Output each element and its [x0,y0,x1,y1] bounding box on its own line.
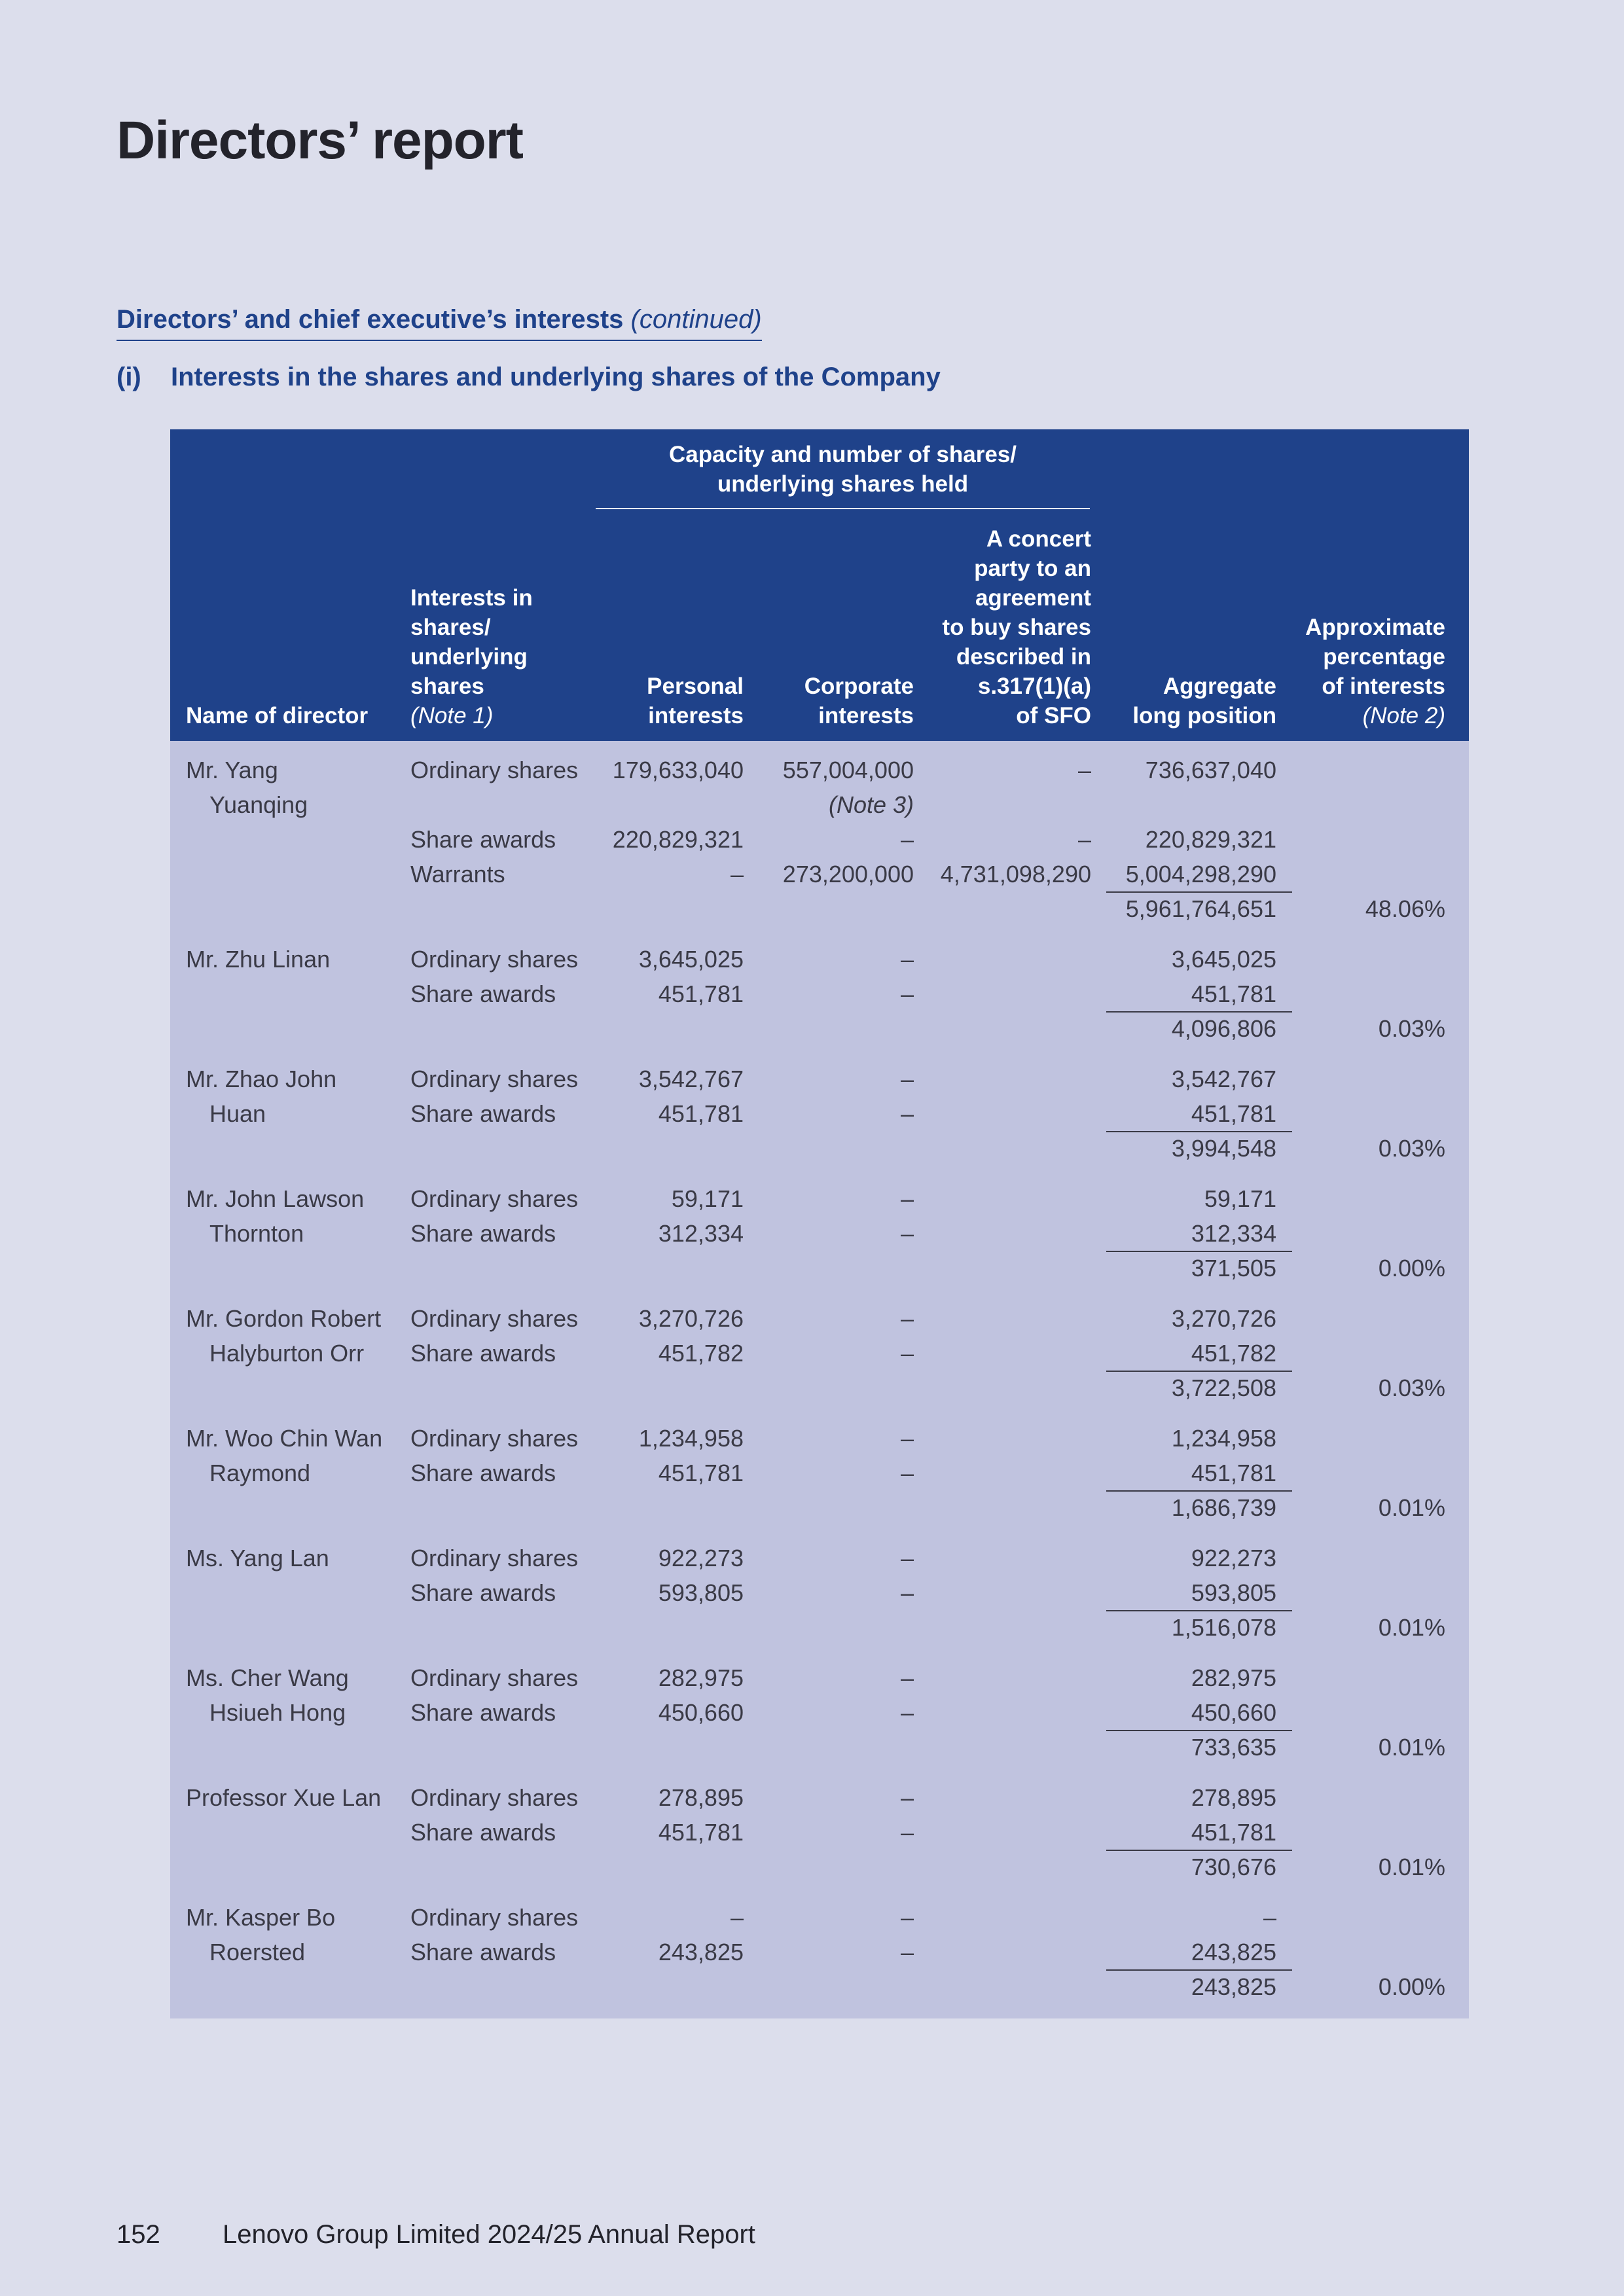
director-block [170,1780,1469,1884]
personal-interests-value: 59,171 [671,1185,744,1212]
aggregate-value: 922,273 [1191,1545,1276,1571]
personal-interests-value: 282,975 [658,1664,744,1691]
approximate-percentage: 0.03% [1378,1015,1445,1042]
header-corporate-interests [804,672,914,730]
personal-interests-value: 1,234,958 [638,1425,744,1452]
page-number: 152 [117,2220,160,2249]
personal-interests-value: 593,805 [658,1579,744,1606]
header-line: Corporate [804,673,914,699]
approximate-percentage: 0.00% [1378,1255,1445,1282]
header-line: A concert [986,526,1091,552]
director-block [170,942,1469,1046]
interest-type: Share awards [410,1579,556,1606]
corporate-interests-value: 273,200,000 [782,861,914,888]
director-name: Yuanqing [209,791,308,818]
total-row [170,891,1469,926]
interest-type: Ordinary shares [410,1904,579,1931]
aggregate-value: 5,004,298,290 [1125,861,1276,888]
header-concert-party [942,524,1091,730]
interest-type: Share awards [410,1699,556,1726]
personal-interests-value: 451,781 [658,1460,744,1486]
interest-type: Ordinary shares [410,757,579,783]
interest-type: Ordinary shares [410,1784,579,1811]
director-name: Roersted [209,1939,306,1965]
page-footer [117,2220,755,2250]
table-row [170,1096,1469,1131]
aggregate-value: 451,781 [1191,1819,1276,1846]
total-row [170,1730,1469,1765]
corporate-interests-value: – [900,1305,914,1332]
director-block [170,753,1469,926]
approximate-percentage: 0.03% [1378,1374,1445,1401]
corporate-interests-value: – [900,1545,914,1571]
interest-type: Ordinary shares [410,946,579,973]
personal-interests-value: 451,781 [658,1100,744,1127]
director-name: Thornton [209,1220,304,1247]
corporate-interests-value: – [900,1784,914,1811]
director-name: Mr. Zhu Linan [186,946,331,973]
corporate-interests-value: – [900,1579,914,1606]
approximate-percentage: 0.01% [1378,1614,1445,1641]
interest-type: Ordinary shares [410,1305,579,1332]
header-interests-in-shares [410,583,533,730]
aggregate-total: 730,676 [1191,1854,1276,1880]
interest-type: Share awards [410,826,556,853]
total-row [170,1850,1469,1884]
aggregate-total: 5,961,764,651 [1125,895,1276,922]
corporate-interests-value: – [900,946,914,973]
header-line: described in [956,644,1091,670]
aggregate-value: 736,637,040 [1145,757,1276,783]
header-approximate-percentage [1305,613,1445,730]
table-row [170,977,1469,1011]
table-row [170,942,1469,977]
personal-interests-value: 3,542,767 [638,1066,744,1092]
total-row [170,1371,1469,1405]
table-row [170,1935,1469,1969]
total-row [170,1251,1469,1285]
header-line: Personal [647,673,744,699]
director-interests-table [170,429,1469,2018]
aggregate-total: 3,722,508 [1171,1374,1276,1401]
corporate-interests-value: – [900,980,914,1007]
aggregate-value: – [1263,1904,1276,1931]
approximate-percentage: 0.01% [1378,1494,1445,1521]
director-block [170,1900,1469,2004]
aggregate-value: 451,782 [1191,1340,1276,1367]
aggregate-value: 220,829,321 [1145,826,1276,853]
director-block [170,1541,1469,1645]
interest-type: Share awards [410,980,556,1007]
header-aggregate-long-position [1132,672,1276,730]
personal-interests-value: 3,270,726 [638,1305,744,1332]
table-header [170,429,1469,741]
aggregate-total: 1,516,078 [1171,1614,1276,1641]
header-line: to buy shares [942,615,1091,640]
aggregate-value: 59,171 [1204,1185,1276,1212]
aggregate-value: 3,270,726 [1171,1305,1276,1332]
personal-interests-value: 450,660 [658,1699,744,1726]
aggregate-total: 4,096,806 [1171,1015,1276,1042]
table-row [170,1541,1469,1575]
aggregate-total: 3,994,548 [1171,1135,1276,1162]
header-line: underlying [410,644,528,670]
header-personal-interests [647,672,744,730]
approximate-percentage: 48.06% [1365,895,1445,922]
director-name: Hsiueh Hong [209,1699,346,1726]
corporate-interests-value: – [900,1460,914,1486]
section-heading-text: Directors’ and chief executive’s interests [117,305,624,334]
table-row [170,1900,1469,1935]
aggregate-total: 1,686,739 [1171,1494,1276,1521]
director-block [170,1181,1469,1285]
director-name: Huan [209,1100,266,1127]
aggregate-value: 282,975 [1191,1664,1276,1691]
approximate-percentage: 0.03% [1378,1135,1445,1162]
table-row [170,1575,1469,1610]
aggregate-value: 312,334 [1191,1220,1276,1247]
table-row [170,787,1469,822]
group-header-line: Capacity and number of shares/ [669,442,1017,467]
personal-interests-value: 220,829,321 [612,826,744,853]
aggregate-total: 733,635 [1191,1734,1276,1761]
header-line: shares/ [410,615,491,640]
aggregate-value: 451,781 [1191,980,1276,1007]
section-heading [117,305,762,341]
concert-party-value: – [1077,826,1091,853]
director-name: Mr. Zhao John [186,1066,337,1092]
table-row [170,822,1469,857]
aggregate-value: 451,781 [1191,1100,1276,1127]
concert-party-value: – [1077,757,1091,783]
approximate-percentage: 0.01% [1378,1854,1445,1880]
corporate-note: (Note 3) [828,791,914,818]
total-row [170,1969,1469,2004]
section-heading-continued: (continued) [630,305,762,334]
aggregate-total: 371,505 [1191,1255,1276,1282]
director-name: Mr. Yang [186,757,278,783]
personal-interests-value: 3,645,025 [638,946,744,973]
personal-interests-value: 179,633,040 [612,757,744,783]
approximate-percentage: 0.01% [1378,1734,1445,1761]
aggregate-value: 3,542,767 [1171,1066,1276,1092]
group-header-line: underlying shares held [717,471,969,497]
aggregate-value: 1,234,958 [1171,1425,1276,1452]
table-row [170,1780,1469,1815]
header-line: percentage [1323,644,1445,670]
concert-party-value: 4,731,098,290 [940,861,1091,888]
header-line: of SFO [1016,703,1091,728]
corporate-interests-value: – [900,1066,914,1092]
interest-type: Share awards [410,1819,556,1846]
interest-type: Share awards [410,1100,556,1127]
header-line: s.317(1)(a) [977,673,1091,699]
corporate-interests-value: 557,004,000 [782,757,914,783]
header-line: Name of director [186,703,369,728]
director-name: Mr. Kasper Bo [186,1904,336,1931]
header-line: shares [410,673,484,699]
header-note: (Note 1) [410,703,494,728]
corporate-interests-value: – [900,1100,914,1127]
total-row [170,1011,1469,1046]
corporate-interests-value: – [900,1185,914,1212]
table-row [170,1421,1469,1456]
interest-type: Ordinary shares [410,1545,579,1571]
header-line: interests [818,703,914,728]
interest-type: Share awards [410,1340,556,1367]
personal-interests-value: 451,781 [658,980,744,1007]
aggregate-value: 450,660 [1191,1699,1276,1726]
corporate-interests-value: – [900,826,914,853]
interest-type: Ordinary shares [410,1425,579,1452]
corporate-interests-value: – [900,1939,914,1965]
aggregate-value: 278,895 [1191,1784,1276,1811]
director-block [170,1660,1469,1765]
footer-text: Lenovo Group Limited 2024/25 Annual Report [223,2220,755,2249]
table-row [170,1062,1469,1096]
aggregate-value: 451,781 [1191,1460,1276,1486]
personal-interests-value: – [730,861,744,888]
corporate-interests-value: – [900,1699,914,1726]
interest-type: Share awards [410,1220,556,1247]
aggregate-total: 243,825 [1191,1973,1276,2000]
header-line: interests [648,703,744,728]
director-block [170,1062,1469,1166]
director-name: Mr. Woo Chin Wan [186,1425,383,1452]
director-block [170,1301,1469,1405]
sub-heading-number: (i) [117,363,141,391]
interest-type: Ordinary shares [410,1664,579,1691]
total-row [170,1490,1469,1525]
corporate-interests-value: – [900,1425,914,1452]
total-row [170,1131,1469,1166]
group-header-capacity [596,440,1090,509]
corporate-interests-value: – [900,1904,914,1931]
director-name: Raymond [209,1460,311,1486]
corporate-interests-value: – [900,1220,914,1247]
header-name-of-director [186,701,368,730]
header-line: agreement [975,585,1091,611]
director-name: Mr. John Lawson [186,1185,365,1212]
table-row [170,1660,1469,1695]
header-line: long position [1132,703,1276,728]
aggregate-value: 593,805 [1191,1579,1276,1606]
corporate-interests-value: – [900,1340,914,1367]
header-line: of interests [1322,673,1445,699]
interest-type: Ordinary shares [410,1185,579,1212]
table-row [170,1301,1469,1336]
table-row [170,1181,1469,1216]
header-note: (Note 2) [1362,703,1445,728]
table-row [170,1336,1469,1371]
interest-type: Share awards [410,1460,556,1486]
personal-interests-value: 278,895 [658,1784,744,1811]
interest-type: Ordinary shares [410,1066,579,1092]
personal-interests-value: 451,781 [658,1819,744,1846]
approximate-percentage: 0.00% [1378,1973,1445,2000]
aggregate-value: 243,825 [1191,1939,1276,1965]
table-row [170,1456,1469,1490]
table-row [170,1216,1469,1251]
table-row [170,1695,1469,1730]
director-block [170,1421,1469,1525]
director-name: Mr. Gordon Robert [186,1305,382,1332]
sub-heading [117,363,941,392]
interest-type: Share awards [410,1939,556,1965]
table-row [170,1815,1469,1850]
corporate-interests-value: – [900,1819,914,1846]
corporate-interests-value: – [900,1664,914,1691]
table-row [170,753,1469,787]
personal-interests-value: 922,273 [658,1545,744,1571]
personal-interests-value: – [730,1904,744,1931]
aggregate-value: 3,645,025 [1171,946,1276,973]
table-row [170,857,1469,891]
page-title: Directors’ report [117,111,523,170]
sub-heading-text: Interests in the shares and underlying shares of the Company [171,363,941,391]
personal-interests-value: 243,825 [658,1939,744,1965]
personal-interests-value: 451,782 [658,1340,744,1367]
total-row [170,1610,1469,1645]
director-name: Ms. Cher Wang [186,1664,349,1691]
header-line: Aggregate [1163,673,1276,699]
header-line: Approximate [1305,615,1445,640]
header-line: Interests in [410,585,533,611]
interest-type: Warrants [410,861,505,888]
table-body [170,741,1469,2018]
director-name: Halyburton Orr [209,1340,365,1367]
header-line: party to an [974,556,1091,581]
personal-interests-value: 312,334 [658,1220,744,1247]
director-name: Ms. Yang Lan [186,1545,329,1571]
director-name: Professor Xue Lan [186,1784,382,1811]
